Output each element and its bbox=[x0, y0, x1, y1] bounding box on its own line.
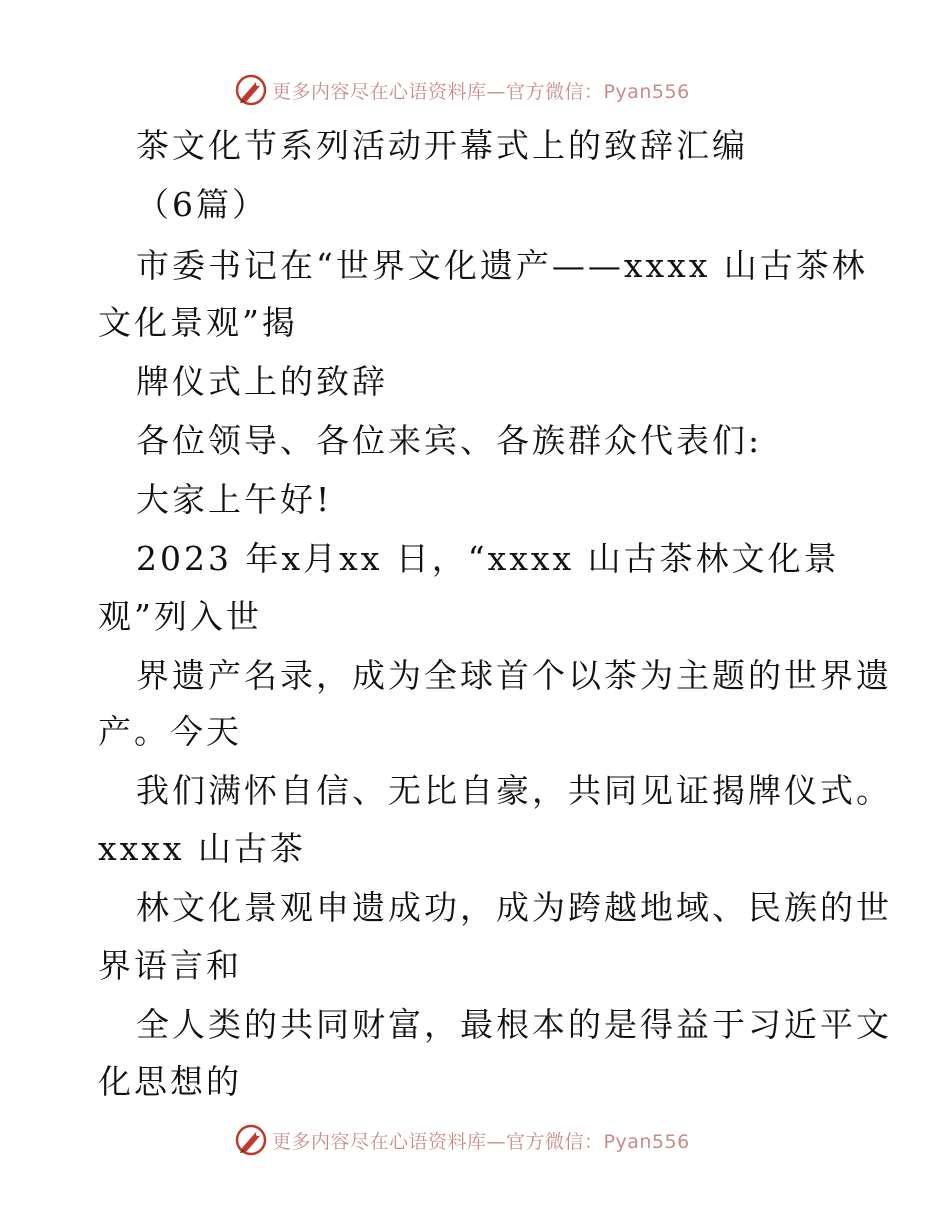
pen-logo-icon bbox=[234, 73, 268, 107]
doc-line: 我们满怀自信、无比自豪，共同见证揭牌仪式。 bbox=[136, 771, 892, 810]
watermark-footer bbox=[234, 1122, 690, 1158]
doc-line: 牌仪式上的致辞 bbox=[136, 362, 388, 401]
pen-logo-icon bbox=[234, 1123, 268, 1157]
doc-line: 2023 年x月xx 日，“xxxx 山古茶林文化景 bbox=[136, 539, 840, 578]
watermark-text: 更多内容尽在心语资料库—官方微信：Pyan556 bbox=[272, 1130, 690, 1153]
doc-line: 观”列入世 bbox=[98, 597, 262, 636]
watermark-header bbox=[234, 72, 690, 108]
doc-line: xxxx 山古茶 bbox=[98, 829, 306, 868]
doc-line: 界语言和 bbox=[98, 946, 242, 985]
doc-title: 茶文化节系列活动开幕式上的致辞汇编 bbox=[136, 126, 748, 165]
doc-line: 化思想的 bbox=[98, 1062, 242, 1101]
doc-line: 界遗产名录，成为全球首个以茶为主题的世界遗 bbox=[136, 656, 892, 695]
doc-title-count: （6篇） bbox=[136, 185, 268, 224]
doc-line: 各位领导、各位来宾、各族群众代表们: bbox=[136, 421, 763, 460]
doc-line: 文化景观”揭 bbox=[98, 303, 298, 342]
doc-line: 市委书记在“世界文化遗产——xxxx 山古茶林 bbox=[136, 246, 868, 285]
doc-line: 林文化景观申遗成功，成为跨越地域、民族的世 bbox=[136, 888, 892, 927]
doc-line: 产。今天 bbox=[98, 712, 242, 751]
watermark-text: 更多内容尽在心语资料库—官方微信：Pyan556 bbox=[272, 80, 690, 103]
doc-line: 全人类的共同财富，最根本的是得益于习近平文 bbox=[136, 1005, 892, 1044]
doc-line: 大家上午好! bbox=[136, 480, 333, 519]
